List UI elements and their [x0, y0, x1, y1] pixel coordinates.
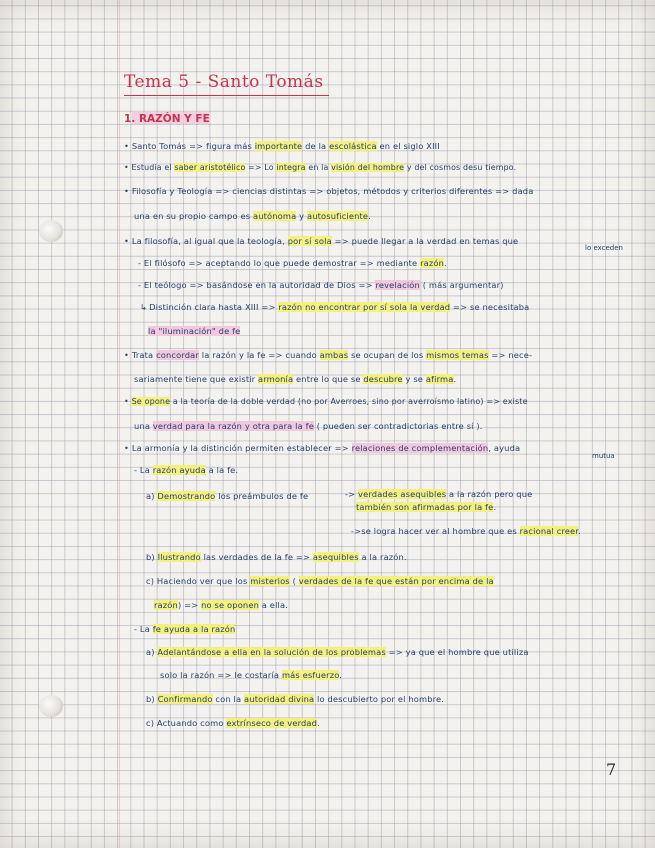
text-line: b) Confirmando con la autoridad divina lo descubierto por el hombre.: [146, 694, 445, 704]
text-line: una verdad para la razón y otra para la fe ( pueden ser contradictorias entre sí ).: [134, 421, 483, 431]
text-line: - La fe ayuda a la razón: [134, 624, 236, 634]
text-line: la "iluminación" de fe: [148, 326, 241, 336]
text-line: c) Haciendo ver que los misterios ( verdades de la fe que están por encima de la: [146, 576, 494, 586]
text-line: -> verdades asequibles a la razón pero que: [345, 489, 533, 499]
text-line: - El teólogo => basándose en la autoridad de Dios => revelación ( más argumentar): [138, 280, 504, 290]
text-line: razón) => no se oponen a ella.: [154, 600, 288, 610]
text-line: - La razón ayuda a la fe.: [134, 465, 239, 475]
page-title: Tema 5 - Santo Tomás: [124, 72, 329, 96]
margin-note: mutua: [592, 452, 615, 460]
margin-note: lo exceden: [585, 244, 623, 252]
text-line: - El filósofo => aceptando lo que puede demostrar => mediante razón.: [138, 258, 447, 268]
text-line: ↳ Distinción clara hasta XIII => razón no encontrar por sí sola la verdad => se necesitaba: [140, 302, 530, 312]
text-line: • Filosofía y Teología => ciencias distintas => objetos, métodos y criterios diferentes => dada: [124, 186, 534, 196]
text-line: una en su propio campo es autónoma y autosuficiente.: [134, 211, 371, 221]
text-line: c) Actuando como extrínseco de verdad.: [146, 718, 320, 728]
punch-hole: [39, 695, 63, 717]
text-line: • Estudia el saber aristotélico => Lo integra en la visión del hombre y del cosmos desu tiempo.: [124, 163, 517, 172]
text-line: b) Ilustrando las verdades de la fe => asequibles a la razón.: [146, 552, 407, 562]
text-line: • La armonía y la distinción permiten establecer => relaciones de complementación, ayuda: [124, 443, 521, 453]
text-line: • La filosofía, al igual que la teología, por sí sola => puede llegar a la verdad en temas que: [124, 236, 519, 246]
text-line: • Trata concordar la razón y la fe => cuando ambas se ocupan de los mismos temas => nece-: [124, 350, 533, 360]
section-heading: 1. RAZÓN Y FE: [124, 113, 210, 125]
text-line: ->se logra hacer ver al hombre que es racional creer.: [351, 526, 581, 536]
text-line: sariamente tiene que existir armonía entre lo que se descubre y se afirma.: [134, 374, 457, 384]
page-number: 7: [606, 760, 617, 779]
text-line: • Santo Tomás => figura más importante de la escolástica en el siglo XIII: [124, 141, 440, 151]
text-line: solo la razón => le costaría más esfuerzo.: [160, 670, 343, 680]
punch-hole: [39, 220, 63, 242]
text-line: también son afirmadas por la fe.: [356, 502, 497, 512]
margin-line: [119, 0, 120, 848]
text-line: • Se opone a la teoría de la doble verdad (no por Averroes, sino por averroísmo latino) => existe: [124, 397, 528, 406]
text-line: a) Adelantándose a ella en la solución de los problemas => ya que el hombre que utiliza: [146, 647, 529, 657]
text-line: a) Demostrando los preámbulos de fe: [146, 491, 309, 501]
